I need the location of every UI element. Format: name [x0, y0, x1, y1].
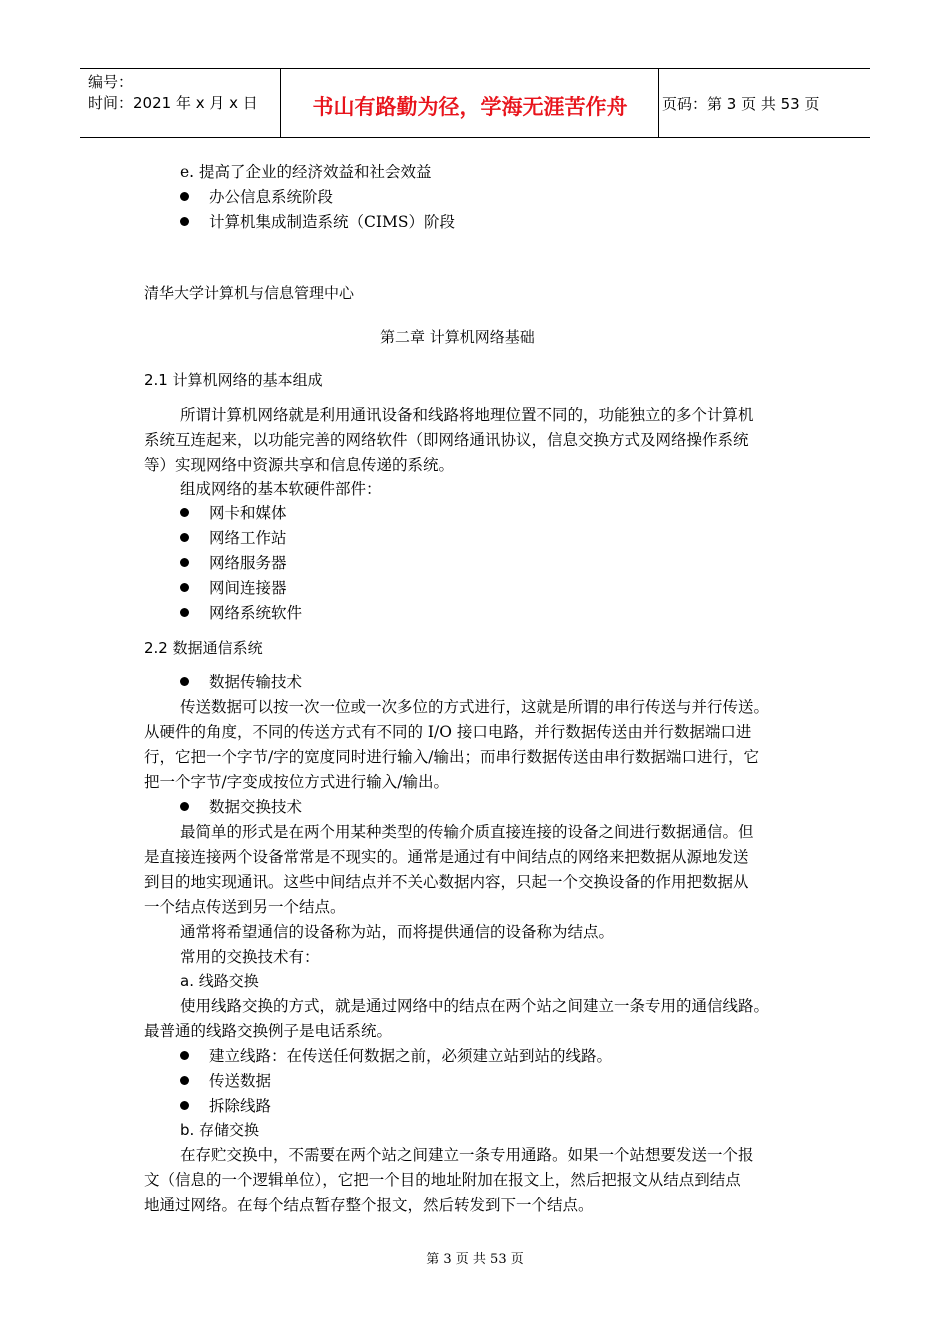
subsection-label: a. 线路交换 [180, 972, 259, 990]
bullet-icon [180, 802, 189, 811]
header-divider [658, 69, 659, 137]
bullet-item: 网络工作站 [180, 526, 287, 548]
org-name: 清华大学计算机与信息管理中心 [144, 284, 355, 302]
bullet-item: 网卡和媒体 [180, 501, 287, 523]
bullet-icon [180, 1051, 189, 1060]
bullet-icon [180, 192, 189, 201]
subsection-label: b. 存储交换 [180, 1121, 260, 1139]
motto: 书山有路勤为径，学海无涯苦作舟 [312, 95, 628, 119]
bullet-icon [180, 608, 189, 617]
bullet-icon [180, 1101, 189, 1110]
list-item: e. 提高了企业的经济效益和社会效益 [180, 163, 432, 181]
page-footer: 第 3 页 共 53 页 [426, 1252, 524, 1267]
paragraph-line: 行，它把一个字节/字的宽度同时进行输入/输出；而串行数据传送由串行数据端口进行，它 [144, 748, 759, 766]
paragraph-line: 从硬件的角度，不同的传送方式有不同的 I/O 接口电路，并行数据传送由并行数据端口进 [144, 723, 752, 741]
bullet-icon [180, 558, 189, 567]
paragraph-line: 等）实现网络中资源共享和信息传递的系统。 [144, 456, 455, 474]
page-header [80, 68, 870, 138]
header-meta [88, 72, 258, 114]
bullet-icon [180, 533, 189, 542]
paragraph-line: 地通过网络。在每个结点暂存整个报文，然后转发到下一个结点。 [144, 1196, 594, 1214]
code-label: 编号： [88, 73, 134, 91]
bullet-icon [180, 217, 189, 226]
paragraph-line: 最普通的线路交换例子是电话系统。 [144, 1022, 393, 1040]
bullet-item: 建立线路：在传送任何数据之前，必须建立站到站的线路。 [180, 1044, 612, 1066]
bullet-item: 传送数据 [180, 1069, 271, 1091]
bullet-icon [180, 677, 189, 686]
bullet-item: 数据交换技术 [180, 795, 302, 817]
paragraph-line: 通常将希望通信的设备称为站，而将提供通信的设备称为结点。 [180, 923, 615, 941]
paragraph-line: 所谓计算机网络就是利用通讯设备和线路将地理位置不同的，功能独立的多个计算机 [180, 406, 754, 424]
chapter-title: 第二章 计算机网络基础 [380, 328, 535, 346]
paragraph-line: 组成网络的基本软硬件部件： [180, 480, 382, 498]
paragraph-line: 是直接连接两个设备常常是不现实的。通常是通过有中间结点的网络来把数据从源地发送 [144, 848, 749, 866]
bullet-item: 办公信息系统阶段 [180, 185, 333, 207]
bullet-icon [180, 1076, 189, 1085]
section-title: 2.1 计算机网络的基本组成 [144, 371, 323, 389]
bullet-item: 拆除线路 [180, 1094, 271, 1116]
paragraph-line: 系统互连起来，以功能完善的网络软件（即网络通讯协议，信息交换方式及网络操作系统 [144, 431, 749, 449]
paragraph-line: 把一个字节/字变成按位方式进行输入/输出。 [144, 773, 449, 791]
page-label: 页码：第 3 页 共 53 页 [662, 95, 820, 113]
bullet-icon [180, 583, 189, 592]
paragraph-line: 使用线路交换的方式，就是通过网络中的结点在两个站之间建立一条专用的通信线路。 [180, 997, 770, 1015]
paragraph-line: 常用的交换技术有： [180, 948, 320, 966]
paragraph-line: 最简单的形式是在两个用某种类型的传输介质直接连接的设备之间进行数据通信。但 [180, 823, 754, 841]
bullet-item: 计算机集成制造系统（CIMS）阶段 [180, 210, 455, 232]
bullet-item: 数据传输技术 [180, 670, 302, 692]
paragraph-line: 到目的地实现通讯。这些中间结点并不关心数据内容，只起一个交换设备的作用把数据从 [144, 873, 749, 891]
bullet-item: 网络服务器 [180, 551, 287, 573]
paragraph-line: 文（信息的一个逻辑单位），它把一个目的地址附加在报文上，然后把报文从结点到结点 [144, 1171, 741, 1189]
bullet-icon [180, 508, 189, 517]
paragraph-line: 在存贮交换中，不需要在两个站之间建立一条专用通路。如果一个站想要发送一个报 [180, 1146, 754, 1164]
paragraph-line: 传送数据可以按一次一位或一次多位的方式进行，这就是所谓的串行传送与并行传送。 [180, 698, 770, 716]
time-label: 时间：2021 年 x 月 x 日 [88, 94, 258, 112]
paragraph-line: 一个结点传送到另一个结点。 [144, 898, 346, 916]
section-title: 2.2 数据通信系统 [144, 639, 263, 657]
bullet-item: 网络系统软件 [180, 601, 302, 623]
bullet-item: 网间连接器 [180, 576, 287, 598]
